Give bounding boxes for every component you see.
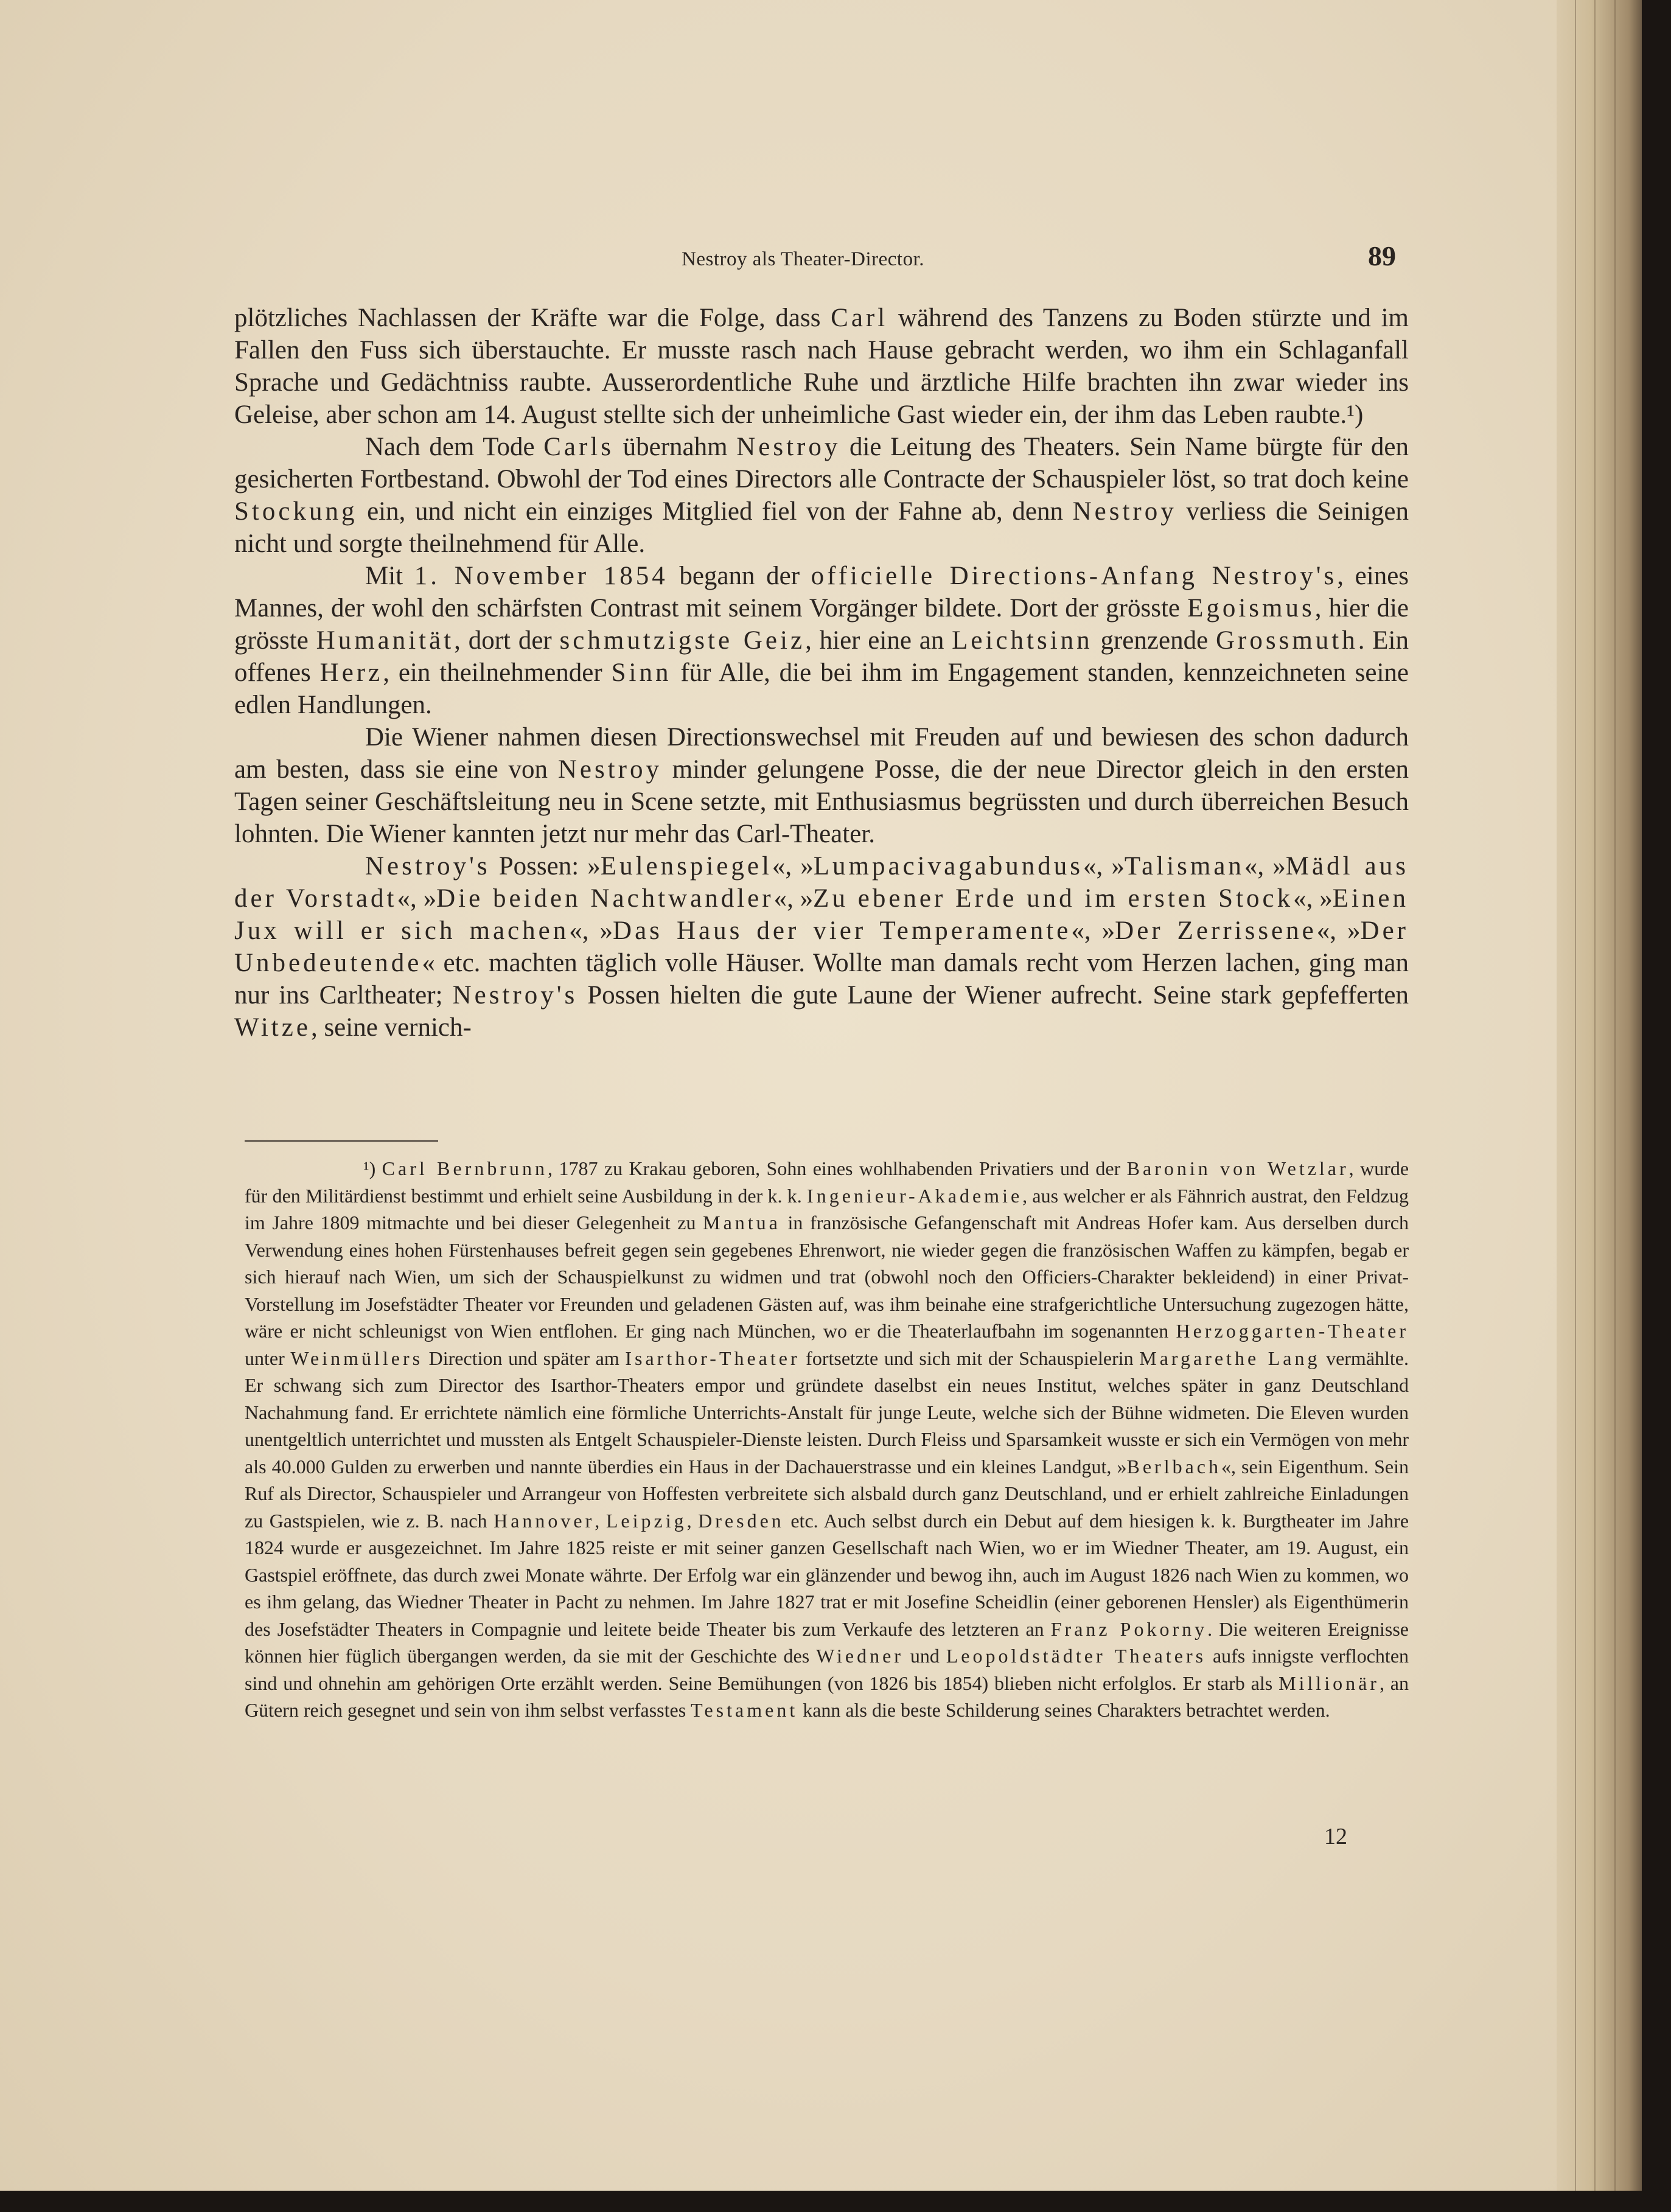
spaced-text: Leichtsinn (952, 626, 1093, 655)
text-run: «, » (772, 852, 814, 881)
text-run: , hier eine an (805, 626, 952, 655)
text-run: «, » (1071, 916, 1115, 945)
text-run: minder gelungene Posse, die der neue Director gleich in den ersten Tagen seiner Geschäftsleitung neu in Scene setzte, mit Enthusiasmus begrüssten und durch überreichen Besuch lohnten. Die Wiener kannten jetzt nur mehr das Carl-Theater. (234, 755, 1409, 848)
text-run: , eines Mannes, der wohl den schärfsten Contrast mit seinem Vorgänger bildete. Dort der grösste (234, 562, 1409, 623)
spaced-text: Mantua (703, 1212, 781, 1233)
page-number: 89 (1368, 240, 1396, 271)
spaced-text: Herz (319, 658, 383, 687)
spaced-text: Egoismus (1187, 594, 1315, 623)
paragraph-4 (234, 721, 1409, 850)
spaced-text: Mädl aus der Vorstadt (234, 852, 1409, 913)
spaced-text: Dresden (698, 1509, 784, 1532)
spaced-text: schmutzigste Geiz (559, 626, 806, 655)
spaced-text: Nestroy's (452, 981, 578, 1010)
spaced-text: Der Unbedeutende (234, 916, 1409, 977)
spaced-text: Witze (234, 1013, 311, 1042)
text-run: Mit (365, 562, 414, 590)
text-run: aufs innigste verflochten sind und ohnehin am gehörigen Orte erzählt werden. Seine Bemühungen (von 1826 bis 1854) blieben nicht erfolglos. Er starb als (245, 1645, 1409, 1694)
paragraph-2 (234, 431, 1409, 560)
text-run: , (686, 1509, 699, 1532)
spaced-text: Carl Bernbrunn (382, 1157, 548, 1179)
text-run: , 1787 zu Krakau geboren, Sohn eines wohlhabenden Privatiers und der (548, 1157, 1127, 1179)
spaced-text: Testament (691, 1699, 798, 1721)
text-run: unter (245, 1347, 291, 1369)
text-run: Possen: » (490, 852, 601, 881)
paragraph-1 (234, 302, 1409, 431)
text-run: , (595, 1509, 606, 1532)
text-run: «, » (1244, 852, 1286, 881)
spaced-text: Lumpacivagabundus (813, 852, 1084, 881)
text-run: , hier die grösste (234, 594, 1409, 655)
text-run: verliess die Seinigen nicht und sorgte theilnehmend für Alle. (234, 497, 1409, 558)
spaced-text: Baronin von Wetzlar (1126, 1157, 1349, 1179)
spaced-text: Herzoggarten-Theater (1176, 1320, 1409, 1342)
spaced-text: Berlbach (1126, 1455, 1221, 1478)
text-run: «, » (773, 884, 814, 913)
spaced-text: Nestroy's (365, 852, 490, 881)
paragraph-3 (234, 560, 1409, 721)
spaced-text: Zu ebener Erde und im ersten Stock (813, 884, 1294, 913)
text-run: ein, und nicht ein einziges Mitglied fiel von der Fahne ab, denn (357, 497, 1073, 526)
text-run: begann der (668, 562, 811, 590)
text-run: «, sein Eigenthum. Sein Ruf als Director, Schauspieler und Arrangeur von Hoffesten verbreitete sich alsbald durch ganz Deutschland, und er erhielt zahlreiche Einladungen zu Gastspielen, wie z. B. nach (245, 1455, 1409, 1532)
footnote-text (245, 1155, 1409, 1724)
spaced-text: Millionär (1279, 1672, 1380, 1694)
footnote (245, 1155, 1409, 1724)
spaced-text: Nestroy (557, 755, 662, 784)
text-run: , ein theilnehmender (383, 658, 612, 687)
running-title: Nestroy als Theater-Director. (682, 248, 924, 270)
text-run: während des Tanzens zu Boden stürzte und im Fallen den Fuss sich überstauchte. Er musste rasch nach Hause gebracht werden, wo ihm ein Schlaganfall Sprache und Gedächtniss raubte. Ausserordentliche Ruhe und ärztliche Hilfe brachten ihn zwar wieder ins Geleise, aber schon am 14. August stellte sich der unheimliche Gast wieder ein, der ihm das Leben raubte.¹) (234, 304, 1409, 429)
edge-line (1614, 0, 1616, 2191)
spaced-text: Einen Jux will er sich machen (234, 884, 1409, 945)
text-run: , wurde für den Militärdienst bestimmt und erhielt seine Ausbildung in der k. k. (245, 1157, 1409, 1207)
spaced-text: Nestroy (1072, 497, 1177, 526)
edge-line (1594, 0, 1596, 2191)
text-run: Direction und später am (423, 1347, 626, 1369)
text-run: «, » (1083, 852, 1125, 881)
text-run: grenzende (1092, 626, 1216, 655)
spaced-text: Wiedner (816, 1645, 904, 1667)
spaced-text: 1. November 1854 (414, 562, 668, 590)
text-run: ¹) (363, 1157, 382, 1179)
text-run: plötzliches Nachlassen der Kräfte war die Folge, dass (234, 304, 831, 332)
spaced-text: Weinmüllers (290, 1347, 424, 1369)
spaced-text: Leipzig (605, 1509, 687, 1532)
spaced-text: Sinn (611, 658, 672, 687)
text-run: « etc. machten täglich volle Häuser. Wollte man damals recht vom Herzen lachen, ging man nur ins Carltheater; (234, 949, 1409, 1010)
spaced-text: Der Zerrissene (1115, 916, 1317, 945)
text-run: «, » (1316, 916, 1361, 945)
paragraph-5 (234, 850, 1409, 1044)
signature-mark: 12 (1324, 1824, 1347, 1849)
text-run: und (903, 1645, 946, 1667)
text-run: fortsetzte und sich mit der Schauspielerin (800, 1347, 1140, 1369)
text-run: , aus welcher er als Fähnrich austrat, den Feldzug im Jahre 1809 mitmachte und bei dieser Gelegenheit zu (245, 1184, 1409, 1233)
text-run: kann als die beste Schilderung seines Charakters betrachtet werden. (798, 1699, 1330, 1721)
text-run: , dort der (454, 626, 560, 655)
spaced-text: Ingenieur-Akademie (807, 1184, 1023, 1207)
text-run: Die Wiener nahmen diesen Directionswechsel mit Freuden auf und bewiesen des schon dadurch am besten, dass sie eine von (234, 723, 1409, 784)
spaced-text: Grossmuth (1215, 626, 1358, 655)
spaced-text: officielle Directions-Anfang Nestroy's (811, 562, 1338, 590)
spaced-text: Carls (543, 433, 614, 461)
edge-line (1575, 0, 1576, 2191)
spaced-text: Isarthor-Theater (625, 1347, 800, 1369)
text-run: für Alle, die bei ihm im Engagement standen, kennzeichneten seine edlen Handlungen. (234, 658, 1409, 719)
text-run: , an Gütern reich gesegnet und sein von ihm selbst verfasstes (245, 1672, 1409, 1721)
text-run: . Ein offenes (234, 626, 1409, 687)
footnote-rule (245, 1140, 438, 1142)
spaced-text: Franz Pokorny (1050, 1617, 1208, 1640)
text-run: vermählte. Er schwang sich zum Director des Isarthor-Theaters empor und gründete daselbst ein neues Institut, welches später in ganz Deutschland Nachahmung fand. Er errichtete nämlich eine förmliche Unterrichts-Anstalt für junge Leute, welche sich der Bühne widmeten. Die Eleven wurden unentgeltlich unterrichtet und mussten als Entgelt Schauspieler-Dienste leisten. Durch Fleiss und Sparsamkeit wusste er sich ein Vermögen von mehr als 40.000 Gulden zu erwerben und nannte überdies ein Haus in der Dachauerstrasse und ein kleines Landgut, » (245, 1347, 1409, 1478)
text-run: . Die weiteren Ereignisse können hier füglich übergangen werden, da sie mit der Geschichte des (245, 1617, 1409, 1667)
text-run: «, » (1293, 884, 1333, 913)
spaced-text: Humanität (316, 626, 455, 655)
page-edge (1557, 0, 1642, 2191)
text-run: , seine vernich- (310, 1013, 472, 1042)
text-run: etc. Auch selbst durch ein Debut auf dem hiesigen k. k. Burgtheater im Jahre 1824 wurde er ausgezeichnet. Im Jahre 1825 reiste er mit seiner ganzen Gesellschaft nach Wien, wo er im Wiedner Theater, am 19. August, ein Gastspiel eröffnete, das durch zwei Monate währte. Der Erfolg war ein glänzender und bewog ihn, auch im August 1826 nach Wien zu kommen, wo es ihm gelang, das Wiedner Theater in Pacht zu nehmen. Im Jahre 1827 trat er mit Josefine Scheidlin (einer geborenen Hensler) als Eigenthümerin des Josefstädter Theaters in Compagnie und leitete beide Theater bis zum Verkaufe des letzteren an (245, 1509, 1409, 1640)
spaced-text: Hannover (494, 1509, 595, 1532)
text-run: übernahm (614, 433, 737, 461)
text-run: die Leitung des Theaters. Sein Name bürgte für den gesicherten Fortbestand. Obwohl der Tod eines Directors alle Contracte der Schauspieler löst, so trat doch keine (234, 433, 1409, 494)
spaced-text: Die beiden Nachtwandler (436, 884, 774, 913)
text-run: Possen hielten die gute Laune der Wiener aufrecht. Seine stark gepfefferten (577, 981, 1409, 1010)
spaced-text: Eulenspiegel (600, 852, 772, 881)
text-run: Nach dem Tode (365, 433, 544, 461)
text-run: «, » (569, 916, 613, 945)
spaced-text: Talisman (1124, 852, 1244, 881)
spaced-text: Nestroy (736, 433, 841, 461)
spaced-text: Carl (831, 304, 888, 332)
body-text (234, 302, 1409, 1044)
spaced-text: Leopoldstädter Theaters (946, 1645, 1207, 1667)
spaced-text: Stockung (234, 497, 358, 526)
spaced-text: Margarethe Lang (1139, 1347, 1320, 1369)
spaced-text: Das Haus der vier Temperamente (613, 916, 1072, 945)
text-run: in französische Gefangenschaft mit Andreas Hofer kam. Aus derselben durch Verwendung eines hohen Fürstenhauses befreit gegen sein gegebenes Ehrenwort, nie wieder gegen die französischen Waffen zu kämpfen, begab er sich hierauf nach Wien, um sich der Schauspielkunst zu widmen und trat (obwohl noch den Officiers-Charakter bekleidend) in einer Privat-Vorstellung im Josefstädter Theater vor Freunden und geladenen Gästen auf, was ihm beinahe eine strafgerichtliche Untersuchung zugezogen hätte, wäre er nicht schleunigst von Wien entflohen. Er ging nach München, wo er die Theaterlaufbahn im sogenannten (245, 1212, 1409, 1342)
text-run: «, » (397, 884, 437, 913)
